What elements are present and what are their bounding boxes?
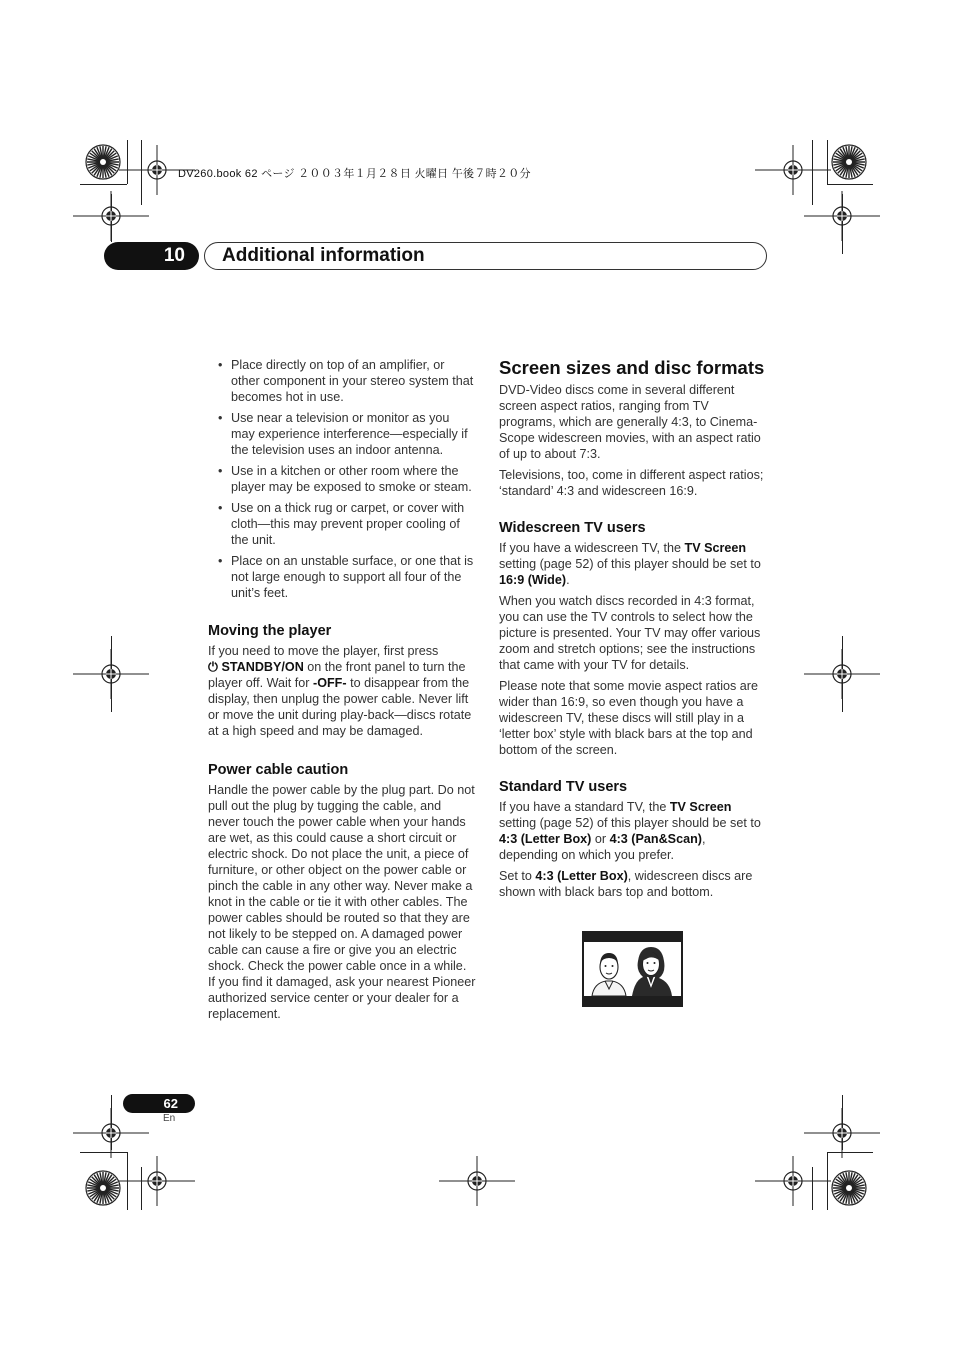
standby-label: STANDBY/ON xyxy=(221,660,304,674)
off-label: -OFF- xyxy=(313,676,347,690)
standard-heading: Standard TV users xyxy=(499,779,628,795)
letterbox-illustration xyxy=(582,931,683,1007)
standard-paragraph-2: Set to 4:3 (Letter Box), widescreen discs are shown with black bars top and bottom. xyxy=(499,869,753,899)
caution-list xyxy=(208,357,476,601)
chapter-number-badge: 10 xyxy=(104,242,199,270)
widescreen-paragraph-3: Please note that some movie aspect ratios are wider than 16:9, so even though you have a widescreen TV, these discs will still play in a ‘letter box’ style with black bars at the top and bottom of the screen. xyxy=(499,679,759,757)
list-item: • Place directly on top of an amplifier, or other component in your stereo system that becomes hot in use. xyxy=(208,357,476,405)
list-item: • Use near a television or monitor as you may experience interference—especially if the television uses an indoor antenna. xyxy=(208,410,476,458)
widescreen-paragraph-2: When you watch discs recorded in 4:3 format, you can use the TV controls to select how the picture is presented. Your TV may offer various zoom and stretch options; see the instructions that came with your TV for details. xyxy=(499,594,761,672)
widescreen-paragraph-1: If you have a widescreen TV, the TV Screen setting (page 52) of this player should be set to 16:9 (Wide). xyxy=(499,541,761,587)
list-item: • Use in a kitchen or other room where the player may be exposed to smoke or steam. xyxy=(208,463,476,495)
intro-paragraph-2: Televisions, too, come in different aspect ratios; ‘standard’ 4:3 and widescreen 16:9. xyxy=(499,468,764,498)
chapter-title: Additional information xyxy=(204,242,767,270)
power-icon: ⏻ xyxy=(208,660,218,674)
moving-player-heading: Moving the player xyxy=(208,623,332,639)
intro-paragraph-1: DVD-Video discs come in several different screen aspect ratios, ranging from TV programs, which are generally 4:3, to Cinema-Scope widescreen movies, with an aspect ratio of up to about 7:3. xyxy=(499,383,761,461)
moving-player-text: If you need to move the player, first press ⏻ STANDBY/ON on the front panel to turn the player off. Wait for -OFF- to disappear from the display, then unplug the power cable. Never lift or move the unit during play-back—discs rotate at a high speed and may be damaged. xyxy=(208,644,472,738)
standard-paragraph-1: If you have a standard TV, the TV Screen setting (page 52) of this player should be set to 4:3 (Letter Box) or 4:3 (Pan&Scan), depending on which you prefer. xyxy=(499,800,761,862)
book-file-line: DV260.book 62 ページ ２００３年１月２８日 火曜日 午後７時２０分 xyxy=(178,168,531,180)
list-item: • Use on a thick rug or carpet, or cover with cloth—this may prevent proper cooling of the unit. xyxy=(208,500,476,548)
left-column xyxy=(208,357,476,1027)
power-cable-text: Handle the power cable by the plug part. Do not pull out the plug by tugging the cable, and never touch the power cable when your hands are wet, as this could cause a short circuit or electric shock. Do not place the unit, a piece of furniture, or other object on the power cable or pinch the cable in any other way. Never make a knot in the cable or tie it with other cables. The power cables should be routed so that they are not likely to be stepped on. A damaged power cable can cause a fire or give you an electric shock. Check the power cable once in a while. If you find it damaged, ask your nearest Pioneer authorized service center or your dealer for a replacement. xyxy=(208,783,476,1021)
letterbox-figure xyxy=(582,931,683,1007)
widescreen-heading: Widescreen TV users xyxy=(499,520,646,536)
list-item: • Place on an unstable surface, or one that is not large enough to support all four of the unit’s feet. xyxy=(208,553,476,601)
section-title: Screen sizes and disc formats xyxy=(499,357,765,378)
right-column xyxy=(499,357,767,905)
page-number: 62 xyxy=(123,1094,195,1113)
power-cable-heading: Power cable caution xyxy=(208,762,349,778)
page-language: En xyxy=(163,1113,176,1124)
